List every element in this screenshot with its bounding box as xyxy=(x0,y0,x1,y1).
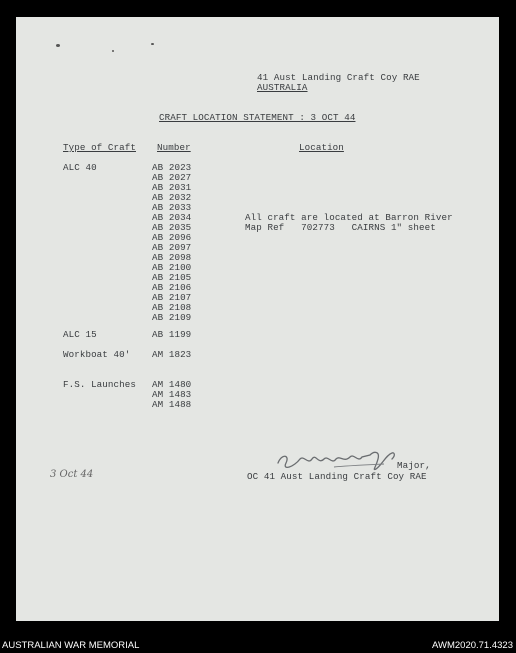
workboat-number: AM 1823 xyxy=(152,349,192,360)
list-item: AB 2100 xyxy=(152,262,192,273)
column-header-location: Location xyxy=(299,142,344,153)
document-page xyxy=(16,17,499,621)
statement-title: CRAFT LOCATION STATEMENT : 3 OCT 44 xyxy=(159,112,356,123)
list-item: AB 2034 xyxy=(152,212,192,223)
ink-speck xyxy=(56,44,60,47)
handwritten-date: 3 Oct 44 xyxy=(50,469,94,480)
location-line-1: All craft are located at Barron River xyxy=(245,212,453,223)
column-header-type: Type of Craft xyxy=(63,142,136,153)
footer-institution: AUSTRALIAN WAR MEMORIAL xyxy=(2,640,140,651)
alc15-number: AB 1199 xyxy=(152,329,192,340)
list-item: AB 2105 xyxy=(152,272,192,283)
signatory-position: OC 41 Aust Landing Craft Coy RAE xyxy=(247,471,427,482)
list-item: AB 2032 xyxy=(152,192,192,203)
list-item: AB 2035 xyxy=(152,222,192,233)
list-item: AB 2098 xyxy=(152,252,192,263)
craft-type-alc15: ALC 15 xyxy=(63,329,97,340)
craft-type-launches: F.S. Launches xyxy=(63,379,136,390)
list-item: AB 2031 xyxy=(152,182,192,193)
signatory-rank: Major, xyxy=(397,460,431,471)
launch-number: AM 1480 xyxy=(152,379,192,390)
list-item: AB 2109 xyxy=(152,312,192,323)
country: AUSTRALIA xyxy=(257,82,308,93)
unit-name: 41 Aust Landing Craft Coy RAE xyxy=(257,72,420,83)
footer-accession-number: AWM2020.71.4323 xyxy=(432,640,513,651)
craft-type-alc40: ALC 40 xyxy=(63,162,97,173)
launch-number: AM 1488 xyxy=(152,399,192,410)
ink-speck xyxy=(112,50,114,52)
location-line-2: Map Ref 702773 CAIRNS 1" sheet xyxy=(245,222,436,233)
alc40-number-list xyxy=(152,163,191,323)
list-item: AB 2108 xyxy=(152,302,192,313)
list-item: AB 2023 xyxy=(152,162,192,173)
list-item: AB 2096 xyxy=(152,232,192,243)
ink-speck xyxy=(151,43,154,45)
list-item: AB 2097 xyxy=(152,242,192,253)
column-header-number: Number xyxy=(157,142,191,153)
launch-number: AM 1483 xyxy=(152,389,192,400)
list-item: AB 2106 xyxy=(152,282,192,293)
list-item: AB 2027 xyxy=(152,172,192,183)
list-item: AB 2033 xyxy=(152,202,192,213)
craft-type-workboat: Workboat 40' xyxy=(63,349,131,360)
list-item: AB 2107 xyxy=(152,292,192,303)
